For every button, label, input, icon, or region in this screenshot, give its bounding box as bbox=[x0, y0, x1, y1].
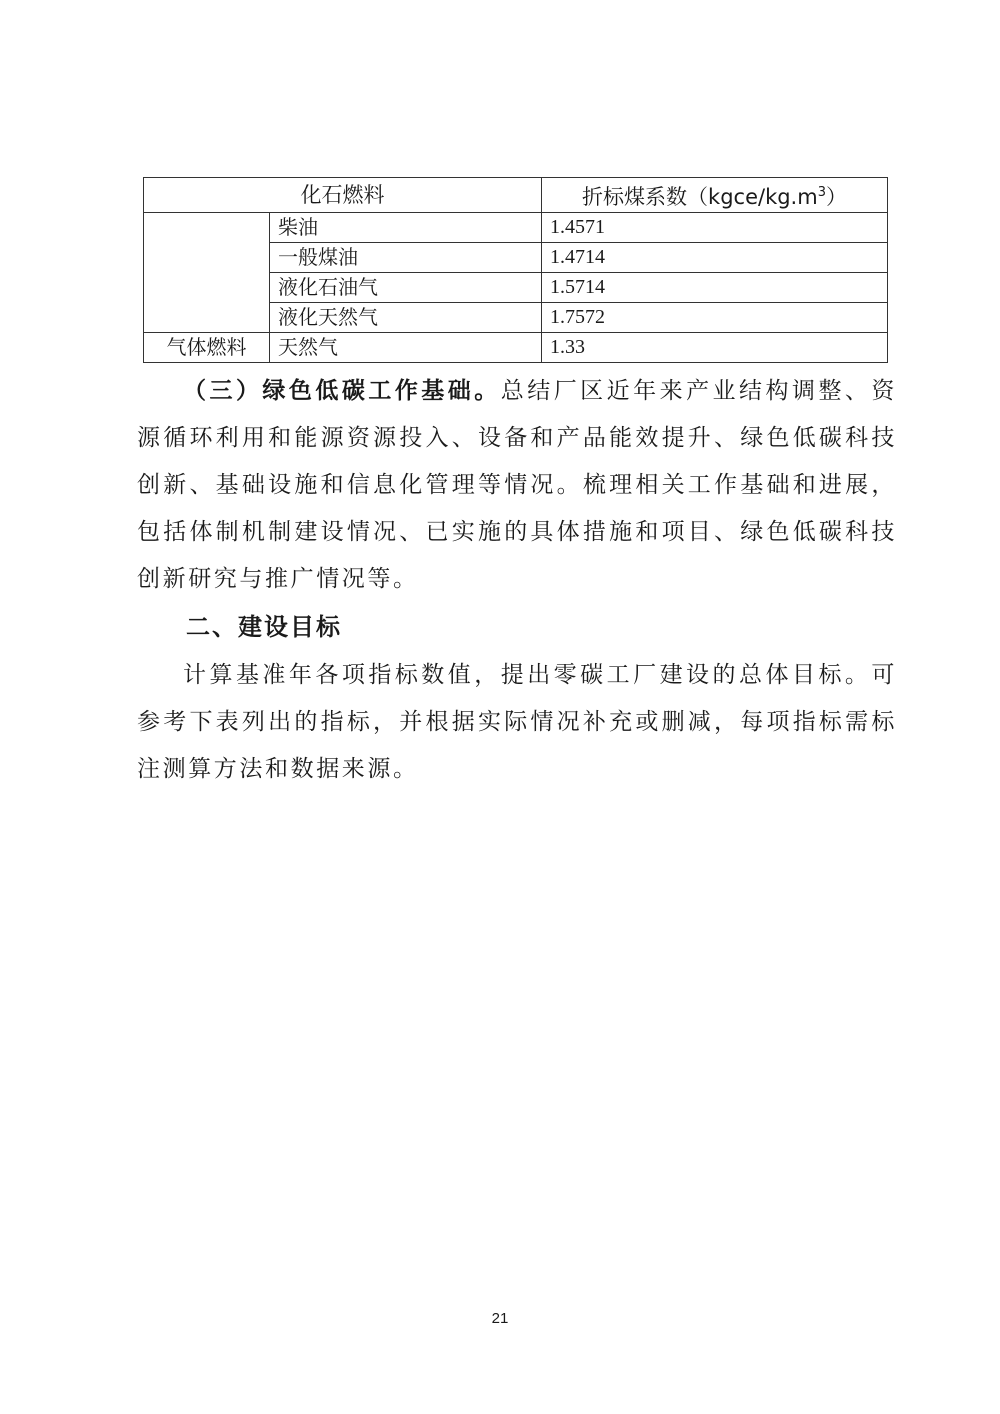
section3-body: 总结厂区近年来产业结构调整、资源循环利用和能源资源投入、设备和产品能效提升、绿色低碳科技创新、基础设施和信息化管理等情况。梳理相关工作基础和进展，包括体制机制建设情况、已实施的具体措施和项目、绿色低碳科技创新研究与推广情况等。 bbox=[137, 378, 898, 592]
fuel-name-cell: 液化天然气 bbox=[270, 303, 542, 333]
header-coefficient-superscript: 3 bbox=[817, 185, 826, 200]
page-number: 21 bbox=[491, 1310, 509, 1327]
category-cell: 气体燃料 bbox=[144, 333, 270, 363]
coefficient-cell: 1.4714 bbox=[542, 243, 888, 273]
coefficient-cell: 1.33 bbox=[542, 333, 888, 363]
table-row bbox=[144, 333, 888, 363]
coefficient-cell: 1.4571 bbox=[542, 213, 888, 243]
coefficient-cell: 1.7572 bbox=[542, 303, 888, 333]
fuel-name-cell: 一般煤油 bbox=[270, 243, 542, 273]
fuel-name-cell: 液化石油气 bbox=[270, 273, 542, 303]
table-row bbox=[144, 213, 888, 243]
goal-paragraph: 计算基准年各项指标数值，提出零碳工厂建设的总体目标。可参考下表列出的指标，并根据实际情况补充或删减，每项指标需标注测算方法和数据来源。 bbox=[137, 662, 897, 782]
header-fossil-fuel: 化石燃料 bbox=[144, 178, 542, 213]
coefficient-cell: 1.5714 bbox=[542, 273, 888, 303]
fuel-name-cell: 天然气 bbox=[270, 333, 542, 363]
header-coefficient-text: 折标煤系数（kgce/kg.m bbox=[582, 185, 818, 209]
fuel-coefficient-table bbox=[143, 177, 888, 363]
header-coefficient-close: ） bbox=[825, 185, 847, 209]
section3-lead: （三）绿色低碳工作基础。 bbox=[183, 378, 501, 404]
category-cell-blank bbox=[144, 213, 270, 333]
fuel-name-cell: 柴油 bbox=[270, 213, 542, 243]
section3-paragraph bbox=[137, 368, 897, 603]
section-heading: 二、建设目标 bbox=[186, 613, 342, 641]
table-header-row bbox=[144, 178, 888, 213]
header-coefficient bbox=[542, 178, 888, 213]
